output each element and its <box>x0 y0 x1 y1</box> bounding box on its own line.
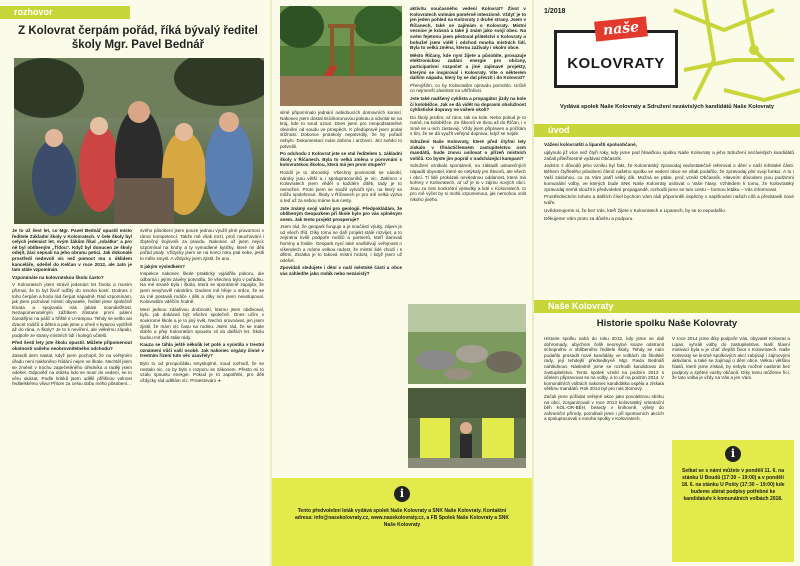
issue-number: 1/2018 <box>544 8 566 15</box>
interview-lead: Je to už šest let, co Mgr. Pavel Bednář opustil místo ředitele Základní školy v Kolovratech. V čele školy byl celých jedenáct let, svým žákům říkal „robátka“ a pro ně byl oblíbeným „Ťídou“. Když byl donucen ze školy odejít, žáci sepsali na jeho obranu petici. Jak dokonalé prostředí nedovolí víc než pomoct mu s úklidem kanceláře, odešel do Kelčan v roce 2012, ale zato je tam stále vzpomínán. <box>12 228 132 273</box>
answer-5: Rozdíl je to obrovský. Všechny povinnosti se násobí, nároky jsou větší a i spolupracovníků je víc. Zatímco v Kolovratech jsem věděl o každém dítěti, tady je to nemožné. Proto jsem se snažil vytvořit tým, na který se můžu spolehnout. Školy v Říčanech je pro mě velká výzva a teď už za sebou máme kus cesty. <box>280 169 402 203</box>
interview-column-4 <box>410 6 526 300</box>
question-8: Město Říčany, kde nyní žijete a působíte, prosazuje elektronickou zadání energie pro občany, participativní rozpočet a jiné zajímavé projekty, kterými se inspiroval i Kolovraty. Vite o některém dalším nápadu, který by se dal převzít i do Kolovrat? <box>410 52 526 81</box>
history-column-2 <box>672 336 790 436</box>
info-icon: i <box>725 446 741 462</box>
intro-paragraph-2: Jedním z důvodů jeho vzniku byl fakt, že Kolovratský zpravodaj nedostatečně referoval o dění v naší městské části. Během čtyřletého působení členů našeho spolku ve vedení obce se však podařilo, že zpravodaj plní svoji funkci. A to i Vaší zásluhou, co za Vám patří velký dík. Možná se ptáte, proč vznikl Občasník. Hlavním důvodem jsou podzimní komunální volby, ve kterých bude SNK Naše Kolovraty usilovat o Vaše hlasy. Vzhledem k tomu, že Kolovratský zpravodaj nemá sloužit k předvolební propagandě, rozhodli jsme se tuto cestu – formou letáku – Vás informovat. <box>544 163 794 192</box>
greeting: Vážení kolovratští a lipanští spoluobčané, <box>544 142 637 147</box>
history-text-2: Začali jsme pořádat veřejné akce jako povolebnou sbírku na obci, zorganizovali v roce 2013 kolovratský orientační běh KOL-OR-BĚH, besedy v knihovně, výlety do zahraniční přírody, pomáhali jsme i při sportovních akcích a spolupracovali s mnoha spolky v Kolovratech. <box>544 393 664 422</box>
intro-paragraph-1: uplynulo již více než čtyři roky, kdy jsme pod hlavičkou spolku Naše Kolovraty a jeho Sdružení nezávislých kandidátů začali přiležitostně vydávat Občasník. <box>544 149 794 161</box>
page-interview-left <box>0 0 270 566</box>
question-9: Jste také nadšený cyklista a propagátor jízdy na kole či koloběžce. Jak se dá vidět na dopravní obslužnost cyklistické dopravy ve vašem okolí? <box>410 95 526 113</box>
history-column-1 <box>544 336 664 562</box>
question-1: Vzpomínáte na kolovratskou školu často? <box>12 274 104 280</box>
question-3: S jakým výsledkem? <box>140 263 185 269</box>
answer-10: Sdružení vznikalo spontánně, na základě uskutečných nápadů obyvatel, které se netýkaly jen Škvorů, ale všech i obcí. Ti lidé prokázali nevšednou oddanost, která má kořeny v Kolovratech, ať už je to v zájmu nových obcí. Jsou za nimi konkrétní výsledky a lidé v Kolovratech, to pro mě výčet by si mohli vzpomenout, jak nemohou volit nikoho jiného. <box>410 163 526 202</box>
page-interview-middle <box>272 0 532 566</box>
answer-3: Inspekce nakonec škole prakticky vyjádřila pokoru, ale odborná i jejími závěry potvrdila, že všechno bylo v pořádku. Na mé straně byla i škola, která se spontánně zapojila, že jsem nevyhověl nárokům. Dodnes mě hřeje u srdce, že se za mě postavili rodiče i děti a díky nim jsem neustupoval. Kolovratům vděčím hodně. <box>140 271 264 305</box>
section-tag-nase-kolovraty: Naše Kolovraty <box>534 300 800 313</box>
publisher-contact: Tento předvolební leták vydává spolek Naše Kolovraty a SNK Naše Kolovraty. Kontaktní adresa: info@nasekolovraty.cz, www.nasekolovraty.cz, a FB Spolek Naše Kolovraty a SNK Naše Kolovraty <box>294 508 510 528</box>
question-10: Sdružení Naše Kolovraty, které před čtyřmi lety získalo v třináctičlenném zastupitelstvu osm mandátů, bude znovu usilovat o přízeň místních voličů. Co byste jim poprál v nadcházející kampani? <box>410 139 526 161</box>
answer-2: Zasedli dem nastal, když jsem pochopil, že na veřejném úřadu není nakloněno hlídání nejen ve škole. Nechtěl jsem se změnit v trochu zapečetěného úředníka a raději jsem odešel. Odpověď na otázku kdo se musí do vedení, se to věru ukázat. Podle kritiků jsem udělil přílišnou volnost ředitelskému vlivu! Přitom za celou dobu mého působení... <box>12 353 132 387</box>
article-headline: Z Kolovrat čerpám pořád, říká bývalý ředitel školy Mgr. Pavel Bednář <box>18 25 258 51</box>
interview-column-3 <box>280 110 402 370</box>
thanks-line: Děkujeme Vám proto za důvěru a podporu. <box>544 215 634 221</box>
question-4: Kauza se táhla ještě několik let poté a vyústila v trestní oznámení vůči vaší osobě. Jak nakonec orgány činné v trestním řízení tuto věc uzavřely? <box>140 342 264 359</box>
column-2-text-a: svého působení jsem pouze jednou využil plné pravomoci v rámci kompetencí. Takže mě však mrzí, proč neuchování i zbytečný bojovník za pravdu. Nakonec už jsem nejvíc vzpomínal na kruhy a ty vymodlené kytičky, které mi děti pořád psaly. Vždycky jsem se na konci roku ptal sebe, jestli to mělo smysl. A vždycky jsem zjistil, že ano. <box>140 228 264 261</box>
interview-photo <box>14 58 264 224</box>
answer-1: V Kolovratech jsem strávil jedenáct let života a musím přiznat, že to byl živoř odžitý do mnoha kostí. Dodnes z toho čerpám a hodu rád čerpat nápadně. Rád vzpomínám, jak jsem poznával místní obyvatele, ředitel jsme společně tímata a spojovala nás jakási sounáležitost. Nezapomenutelným zážitkem zůstane první pálení čarodějnic na pálčí u hřiště s U-rampou. Tehdy se sešlo asi dvacet rodičů a dětmi a pak jsme u ohně s kytarou vydrželi až do rána. A školy? Je to k nevíření, ale velkému zápalu, podpoře ze strany místních lidí i kolegů učitelů. <box>12 282 132 338</box>
playground-photo <box>280 6 402 106</box>
answer-6: Jsem rád, že geopark funguje a je součástí výuky, zájem je od všech tříd. Díky tomu se daří projekt stále rozvíjet, a to zejména kvůli podpoře rodičů a partnerů, kteří darovali horniny a fosilie. Geopark nyní také navštěvují veřejnosti o víkendech a máme velkou radost, že místní lidé chodí i s dětmi. Zkrátka je to taková místní hrdost, i když jsem už odešel. <box>280 224 402 263</box>
publisher-info-box <box>272 478 532 566</box>
logo-nase: naše <box>594 16 648 41</box>
intro-text <box>544 142 794 292</box>
history-headline: Historie spolku Naše Kolovraty <box>596 318 738 329</box>
interview-column-2 <box>140 228 264 562</box>
election-stand-photo <box>408 388 526 468</box>
history-text-3: V roce 2014 jsme díky podpoře Vás, obyvatel Kolovrat a Lipan, vyhráli volby do zastupitelstva. Naší hlavní motivací byla a je chuť zlepšit život v Kolovratech. Naše Kolovraty se kromě spolkových akcí zabývají i zájmovými aktivitami, a také se zajímají o dění obce. Velkou většinu hlasů, které jsme získali, by nebylo možné nasbírat bez podpory a zpětné vazby občanů. Díky tomu můžeme říci, že tato volba je vždy na Vás a jen Vám. <box>672 336 790 381</box>
meeting-info-box <box>672 440 794 562</box>
section-tag-rozhovor: rozhovor <box>0 6 130 19</box>
column-3-text: silně připomínalo jednání nebidoucích domovních komisí. Nakonec jsem dostal tisícikorunovou pokutu a odvolal se na kraj, kde to soud uznal. Dnes jsem pro neopodstatněné obvinění od soudu ve prospěch. K předúpravě jsem podal stížnost. Dokonce protokoly nepotvrdily, že by pořadí nebylo. Dokumentací mám dobrou i archivní. Jiní svědci to potvrdili. <box>280 110 402 149</box>
logo-kolovraty: KOLOVRATY <box>567 55 665 72</box>
answer-9: Do školy jezdím, ať ráno, tak na kole. Nebo pokud je to nutné, na koloběžce. Ze Škvorů ve dvou až do Říčan, i v zimě se u nich zastavuji. Vždy jsem připraven a počítám s tím, že se dá využít veřejná doprava, když se nejde. <box>410 114 526 137</box>
geopark-photo <box>408 304 526 384</box>
publisher-line: Vydává spolek Naše Kolovraty a Sdružení nezávislých kandidátů Naše Kolovraty <box>560 104 774 110</box>
section-tag-uvod: úvod <box>534 124 800 137</box>
interview-column-1 <box>12 228 132 562</box>
question-2: Před šesti lety jste školu opustil. Můžete připomenout okolnosti vašeho neobrovnitelného odchodu? <box>12 340 132 351</box>
map-decoration <box>664 0 800 110</box>
answer-4: Bylo to od prvopočátku smysluplné, soud rozhodl, že se nestalo nic, co by bylo v rozporu se zákonem. Přesto mi to vzalo spoustu energie. Pokud je to zapotřebí, pro děti vždycky rád udělám víc. Protestováni ➜ <box>140 361 264 383</box>
logo <box>554 19 678 88</box>
info-icon: i <box>394 486 410 502</box>
meeting-text: Setkat se s námi můžete v pondělí 11. 6. na stánku U Boudů (17:30 – 19:00) a v pondělí 18. 6. na stánku U Pošty (17:30 – 19:00) kde budeme sbírat podpisy potřebné ke kandidatuře k komunálních volbách 2018. <box>681 468 785 502</box>
intro-paragraph-4: Uvědomujeme si, že bez Vás, kteří žijete v Kolovratech a Lipanech, by se to nepodařilo. <box>544 207 727 213</box>
intro-paragraph-3: Prostřednictvím tohoto a dalších čísel bychom Vám rádi připomněli úspěchy v naplňování našich cílů a představili nové tváře. <box>544 194 794 206</box>
question-7: Zpovídali sledujete i dění v naší městské části a obce vás zahledíte jako rodák nebo nezávislý? <box>280 265 402 277</box>
column-4-top: aktivitu současného vedení Kolovrat? Život v Kolovratech vnímám poměrně intenzivně. Vždyť je to jen jeden pohled na Kolovraty z druhé strany. Jsem v Říčanech, také se zajímám o Kolovraty. Místní vesnice je krásná a také ji znám jako svoji obec. Na svém fejetonu jsem pěstoval přátelství s Kolovraty a bohužel jsem viděl i odchod mnoha místních lidí. Byla to velká změna, kterou zažívaly i okolní obce. <box>410 6 526 51</box>
column-2-text-b: Mezi jednou zdánlivou drobností, kterou jsem obdivoval, bylo, jak dokázali být všichni společně. Dnes učím v soukromé škole a je to jiný svět. Nechci srovnávat, jen jsem zjistil, že mám víc času na rodinu. Jsem rád, že se máte dobře a přeji Kolovratům spoustu sil do dalších let. Školu budou mít děti stále rády. <box>140 306 264 340</box>
question-5: Po odchodu z Kolovrat jste se stal ředitelem 1. základní školy v Říčanech. Byla to velká změna v porovnání s kolovratskou školou, která má jen první stupeň? <box>280 151 402 168</box>
answer-8: Přemýšlím, co by Kolovratům opravdu pomohlo. Určitě co nejmenší závislost na Uhříněvsi. <box>410 82 526 94</box>
history-text-1: Historie spolku sahá do roku 2012, kdy jsme se dali dohromady, abychom čelili neomylné snaze odstranit schopného a oblíbeného ředitele školy. Tehdy se nám podařilo prosadit nové kandidáty ve volbách do školské rady, její tehdejší předsedkyně Mgr. Pavla Bednáři nahlédnout. Následně jsme se rozhodli kandidovat do zastupitelstva. Tento spolek vznikl na podzim 2013 s účelem připravovat se na volby, a to už na podzim 2014. V komunálních volbách nakonec kandidátka uspěla a získala většinu mandátů. Rok 2014 byl pro nás zlomový. <box>544 336 664 392</box>
question-6: Jste známý svojí vášní pro geologii. Předpokládám, že oblíbeným Geoparkem při škole bylo pro vás splněným snem. Jak tento projekt prosperuje? <box>280 205 402 222</box>
page-cover <box>534 0 800 566</box>
